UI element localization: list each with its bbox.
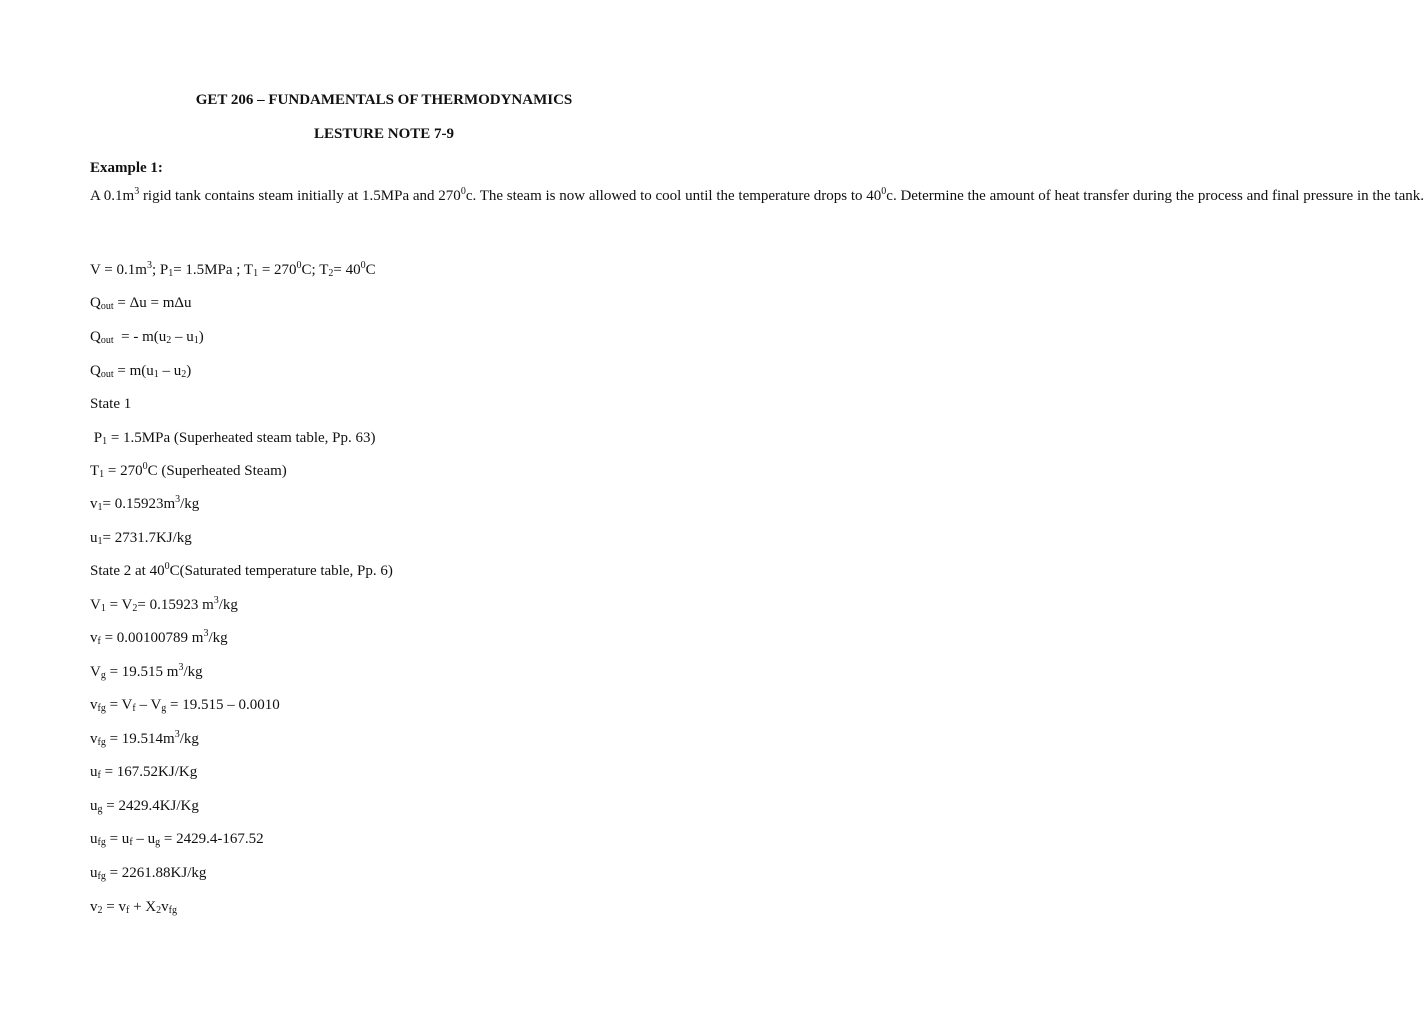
equation-line <box>90 829 264 849</box>
subscript: 1 <box>102 436 108 447</box>
text-segment: c. Determine the amount of heat transfer during the process and final pressure in the tank. <box>886 188 1424 204</box>
superscript: 0 <box>142 461 148 472</box>
text-segment: = 270 <box>258 262 297 278</box>
subscript: g <box>100 670 106 681</box>
subscript: f <box>97 636 101 647</box>
text-segment: u <box>90 798 98 814</box>
equation-line <box>90 361 191 381</box>
equation-line <box>90 628 228 648</box>
subscript: fg <box>97 837 106 848</box>
equation-line <box>90 695 280 715</box>
text-segment: /kg <box>208 630 228 646</box>
superscript: 0 <box>296 260 302 271</box>
equation-line <box>90 897 177 917</box>
text-segment: State 2 at 40 <box>90 563 165 579</box>
subscript: 1 <box>100 603 106 614</box>
text-segment: = 0.15923m <box>102 496 176 512</box>
course-title: GET 206 – FUNDAMENTALS OF THERMODYNAMICS <box>195 92 573 108</box>
text-segment: v <box>161 899 169 915</box>
text-segment: rigid tank contains steam initially at 1.5MPa and 270 <box>139 188 461 204</box>
equation-line <box>90 394 131 414</box>
text-segment: = 1.5MPa (Superheated steam table, Pp. 63) <box>107 430 376 446</box>
subscript: g <box>97 804 103 815</box>
text-segment: v <box>90 496 98 512</box>
text-segment: = V <box>105 697 133 713</box>
text-segment: ; P <box>151 262 169 278</box>
subscript: f <box>132 703 136 714</box>
equation-line <box>90 762 197 782</box>
text-segment: – u <box>171 329 194 345</box>
equation-line <box>90 293 192 313</box>
text-segment: = 1.5MPa ; T <box>173 262 254 278</box>
text-segment: ) <box>186 363 192 379</box>
subscript: 1 <box>97 502 103 513</box>
text-segment: = 2429.4KJ/Kg <box>102 798 199 814</box>
text-segment: – u <box>158 363 182 379</box>
subscript: out <box>100 335 114 346</box>
subscript: 2 <box>328 268 334 279</box>
superscript: 3 <box>203 628 209 639</box>
subscript: 1 <box>253 268 259 279</box>
subscript: 1 <box>193 335 199 346</box>
superscript: 0 <box>460 186 466 197</box>
text-segment: /kg <box>183 664 203 680</box>
subscript: f <box>129 837 133 848</box>
subscript: fg <box>168 905 177 916</box>
text-segment: V = 0.1m <box>90 262 147 278</box>
subscript: 2 <box>132 603 138 614</box>
text-segment: = 270 <box>104 463 143 479</box>
text-segment: V <box>90 597 101 613</box>
equation-line <box>90 863 206 883</box>
text-segment: u <box>90 530 98 546</box>
text-segment: = Δu = mΔu <box>113 295 192 311</box>
text-segment: = 19.515 m <box>105 664 179 680</box>
text-segment: = u <box>105 831 130 847</box>
text-segment: T <box>90 463 100 479</box>
text-segment: = 2429.4-167.52 <box>160 831 264 847</box>
text-segment: = 19.514m <box>105 731 175 747</box>
text-segment: Q <box>90 295 101 311</box>
subscript: 1 <box>99 469 105 480</box>
text-segment: c. The steam is now allowed to cool until the temperature drops to 40 <box>465 188 882 204</box>
superscript: 3 <box>213 595 219 606</box>
subscript: g <box>155 837 161 848</box>
equation-line <box>90 662 203 682</box>
text-segment: = V <box>105 597 133 613</box>
text-segment: u <box>90 764 98 780</box>
subscript: f <box>125 905 130 916</box>
text-segment: = 2731.7KJ/kg <box>102 530 192 546</box>
equation-line <box>90 561 393 581</box>
text-segment: = 40 <box>333 262 361 278</box>
text-segment: C(Saturated temperature table, Pp. 6) <box>169 563 393 579</box>
problem-statement <box>90 186 1424 207</box>
subscript: out <box>100 301 114 312</box>
text-segment: C (Superheated Steam) <box>147 463 287 479</box>
superscript: 3 <box>174 729 180 740</box>
text-segment: /kg <box>218 597 238 613</box>
text-segment: = 2261.88KJ/kg <box>105 865 207 881</box>
text-segment: C <box>365 262 376 278</box>
text-segment: ) <box>198 329 204 345</box>
text-segment: = 19.515 – 0.0010 <box>166 697 280 713</box>
subscript: f <box>97 770 101 781</box>
text-segment: – u <box>132 831 156 847</box>
subscript: 2 <box>181 369 187 380</box>
superscript: 3 <box>175 494 181 505</box>
text-segment: u <box>90 831 98 847</box>
subscript: 1 <box>153 369 159 380</box>
equation-line <box>90 729 199 749</box>
superscript: 0 <box>360 260 366 271</box>
text-segment: = 0.00100789 m <box>100 630 204 646</box>
subscript: fg <box>97 871 106 882</box>
text-segment: Q <box>90 329 101 345</box>
subscript: fg <box>97 737 106 748</box>
text-segment: u <box>90 865 98 881</box>
equation-line <box>90 461 287 481</box>
equation-line <box>90 260 376 280</box>
text-segment: + X <box>129 899 157 915</box>
subscript: out <box>100 369 114 380</box>
text-segment: Q <box>90 363 101 379</box>
text-segment: = v <box>102 899 126 915</box>
superscript: 3 <box>134 186 140 197</box>
subscript: 1 <box>97 536 103 547</box>
subscript: 2 <box>156 905 162 916</box>
lecture-title: LESTURE NOTE 7-9 <box>313 126 455 142</box>
text-segment: /kg <box>180 496 200 512</box>
text-segment: A 0.1m <box>90 188 135 204</box>
equation-line <box>90 494 199 514</box>
equation-line <box>90 595 238 615</box>
superscript: 3 <box>146 260 152 271</box>
text-segment: v <box>90 899 98 915</box>
example-heading: Example 1: <box>90 160 163 176</box>
text-segment: V <box>90 664 101 680</box>
equation-line <box>90 528 192 548</box>
subscript: 2 <box>166 335 172 346</box>
equation-line <box>90 327 204 347</box>
text-segment: /kg <box>179 731 199 747</box>
text-segment: = - m(u <box>113 329 167 345</box>
subscript: g <box>161 703 167 714</box>
text-segment: = 0.15923 m <box>137 597 214 613</box>
equation-line <box>90 428 376 448</box>
subscript: 2 <box>97 905 103 916</box>
superscript: 0 <box>164 561 170 572</box>
text-segment: = 167.52KJ/Kg <box>100 764 198 780</box>
subscript: fg <box>97 703 106 714</box>
text-segment: P <box>90 430 103 446</box>
text-segment: – V <box>135 697 162 713</box>
equation-line <box>90 796 199 816</box>
text-segment: = m(u <box>113 363 154 379</box>
text-segment: v <box>90 697 98 713</box>
text-segment: v <box>90 731 98 747</box>
subscript: 1 <box>168 268 174 279</box>
superscript: 3 <box>178 662 184 673</box>
text-segment: v <box>90 630 98 646</box>
superscript: 0 <box>881 186 887 197</box>
text-segment: C; T <box>301 262 329 278</box>
text-segment: State 1 <box>90 396 132 412</box>
